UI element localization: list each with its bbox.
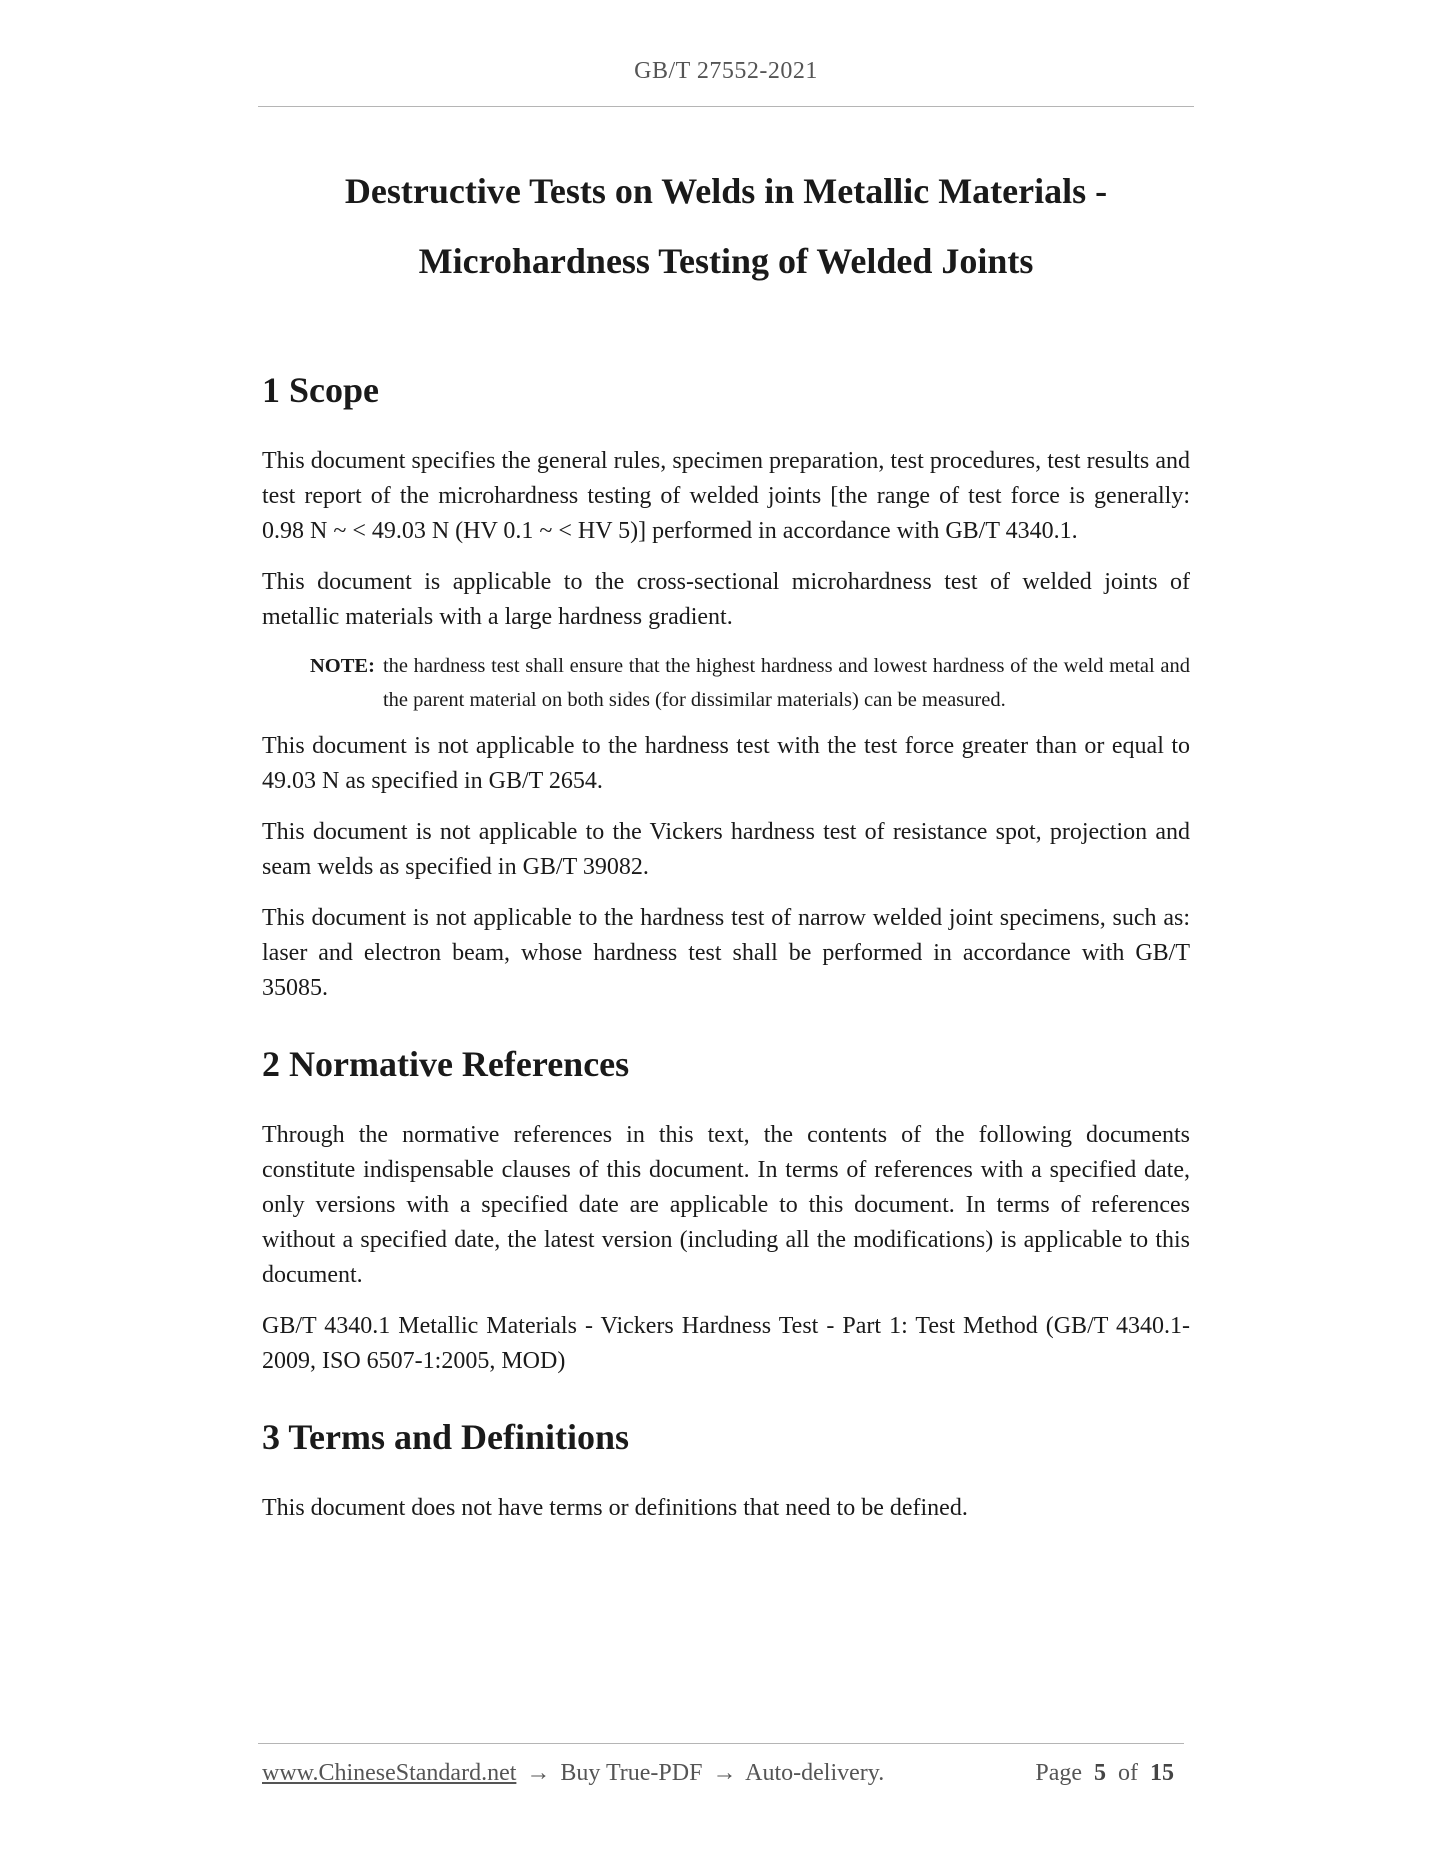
note-text: the hardness test shall ensure that the highest hardness and lowest hardness of the weld metal and the parent material on both sides (for dissimilar materials) can be measured. [382, 655, 1190, 711]
arrow-right-icon: → [712, 1760, 737, 1786]
scope-paragraph-5: This document is not applicable to the hardness test of narrow welded joint specimens, such as: laser and electron beam, whose hardness test shall be performed in accordance with GB/T 35085. [262, 905, 1190, 1001]
scope-paragraph-2: This document is applicable to the cross-sectional microhardness test of welded joints of metallic materials with a large hardness gradient. [262, 569, 1190, 630]
footer-delivery-text: Auto-delivery. [745, 1760, 885, 1786]
footer-divider [258, 1743, 1184, 1744]
scope-paragraph-4: This document is not applicable to the Vickers hardness test of resistance spot, projection and seam welds as specified in GB/T 39082. [262, 819, 1190, 880]
page-footer [262, 1760, 1180, 1787]
footer-site-link[interactable]: www.ChineseStandard.net [262, 1760, 517, 1786]
page-current: 5 [1094, 1760, 1106, 1786]
arrow-right-icon: → [526, 1760, 551, 1786]
section-heading-scope: 1 Scope [262, 370, 379, 410]
scope-paragraph-1: This document specifies the general rules, specimen preparation, test procedures, test results and test report of the microhardness testing of welded joints [the range of test force is generally: 0.98 N ~ < 49.03 N (HV 0.1 ~ < HV 5)] performed in accordance with GB/T 4340.1. [262, 448, 1190, 544]
page-of: of [1118, 1760, 1138, 1786]
section-heading-normative-references: 2 Normative References [262, 1044, 630, 1084]
scope-paragraph-3: This document is not applicable to the hardness test with the test force greater than or equal to 49.03 N as specified in GB/T 2654. [262, 733, 1190, 794]
page-number [1035, 1760, 1180, 1787]
running-header: GB/T 27552-2021 [634, 58, 818, 84]
document-body [262, 360, 1190, 1526]
document-title [258, 156, 1194, 296]
scope-note [310, 649, 1190, 717]
section-heading-terms-definitions: 3 Terms and Definitions [262, 1417, 630, 1457]
page-total: 15 [1150, 1760, 1174, 1786]
title-line-1: Destructive Tests on Welds in Metallic Materials - [344, 171, 1108, 211]
page-label: Page [1035, 1760, 1082, 1786]
footer-promo [262, 1760, 884, 1787]
title-line-2: Microhardness Testing of Welded Joints [418, 241, 1034, 281]
footer-buy-text: Buy True-PDF [560, 1760, 703, 1786]
normative-reference-item: GB/T 4340.1 Metallic Materials - Vickers Hardness Test - Part 1: Test Method (GB/T 4340.1-2009, ISO 6507-1:2005, MOD) [262, 1313, 1190, 1374]
normative-paragraph-1: Through the normative references in this text, the contents of the following documents constitute indispensable clauses of this document. In terms of references with a specified date, only versions with a specified date are applicable to this document. In terms of references without a specified date, the latest version (including all the modifications) is applicable to this document. [262, 1122, 1190, 1288]
header-divider [258, 106, 1194, 107]
note-label: NOTE: [310, 655, 375, 677]
terms-paragraph-1: This document does not have terms or definitions that need to be defined. [262, 1495, 968, 1521]
